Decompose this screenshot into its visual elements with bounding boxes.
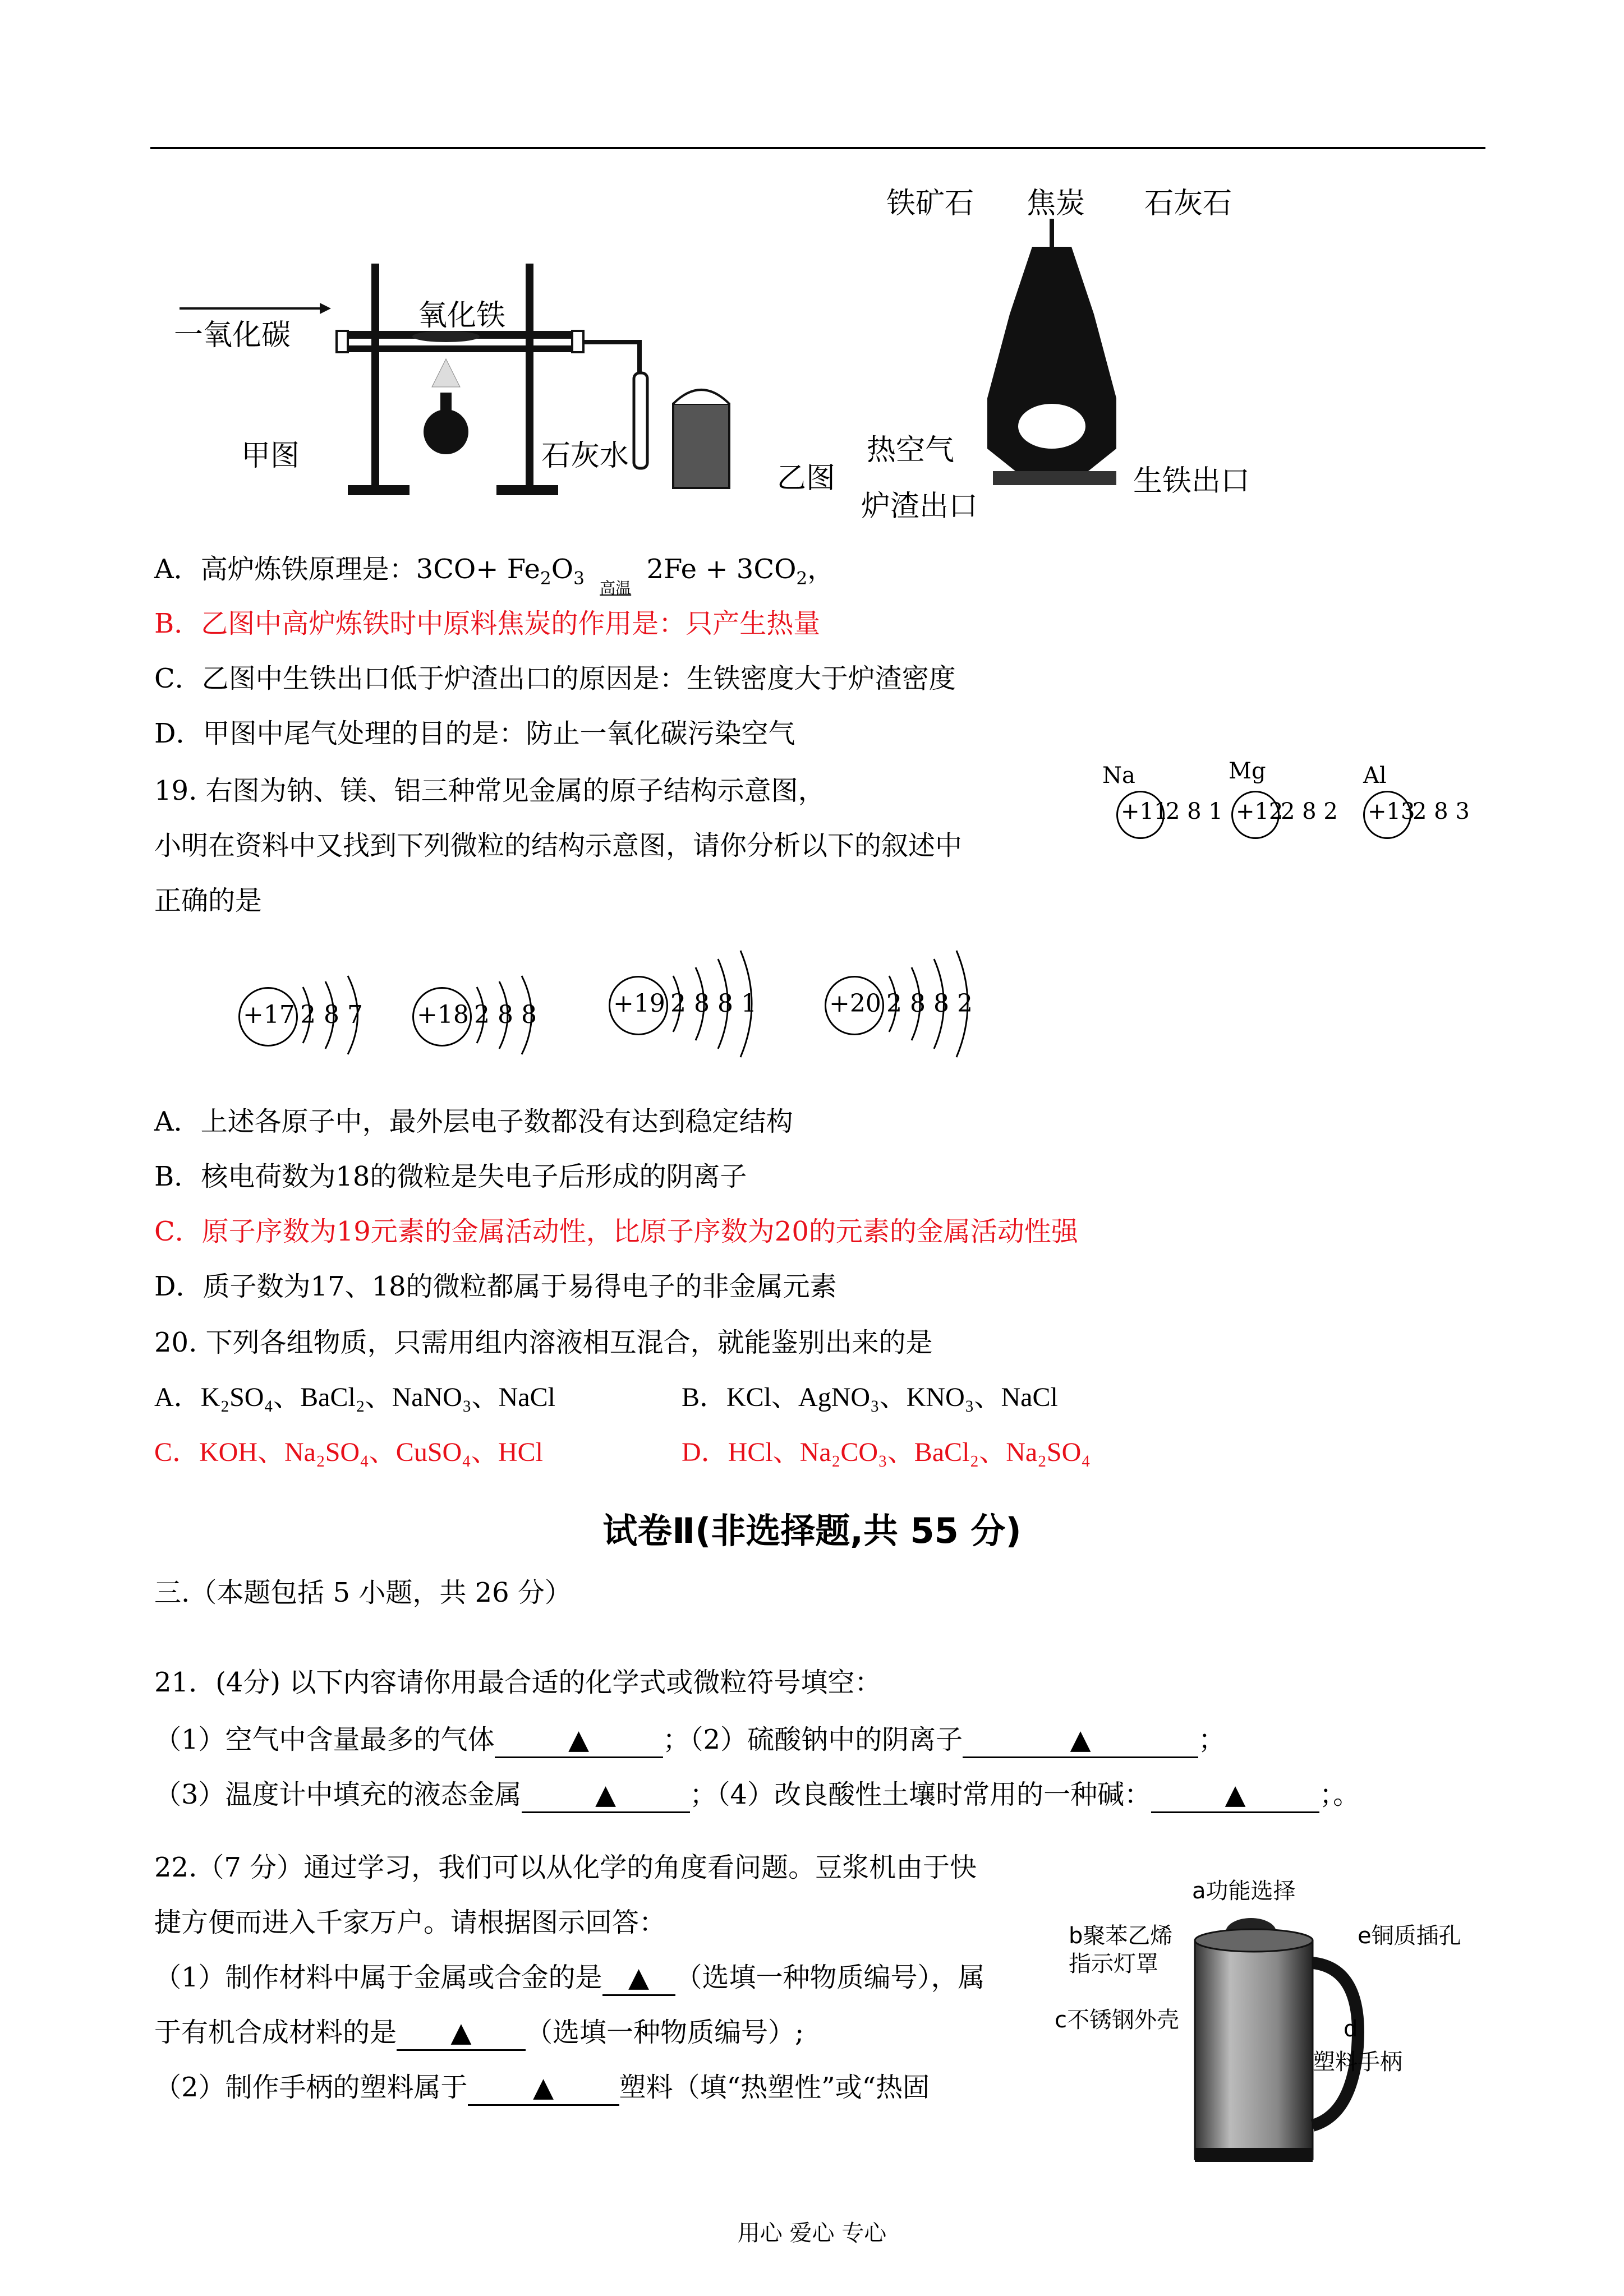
symbol-al: Al — [1363, 763, 1387, 789]
label-fe2o3: 氧化铁 — [418, 299, 506, 333]
q22-line-4: 于有机合成材料的是 ▲ （选填一种物质编号）; — [154, 2016, 804, 2051]
label-jia: 甲图 — [241, 439, 300, 473]
label-ore: 铁矿石 — [886, 187, 974, 220]
q18-option-c: C．乙图中生铁出口低于炉渣出口的原因是：生铁密度大于炉渣密度 — [154, 663, 956, 694]
answer-blank-4[interactable]: ▲ — [1151, 1778, 1319, 1813]
answer-blank-3[interactable]: ▲ — [522, 1778, 690, 1813]
q20-option-b: B．KCl、AgNO₃、KNO₃、NaCl — [682, 1382, 1058, 1412]
label-limewater: 石灰水 — [541, 439, 629, 473]
answer-blank-2[interactable]: ▲ — [963, 1723, 1198, 1758]
q20-option-d: D．HCl、Na₂CO₃、BaCl₂、Na₂SO₄ — [682, 1437, 1091, 1467]
q19-option-b: B．核电荷数为18的微粒是失电子后形成的阴离子 — [154, 1161, 747, 1192]
label-a: a功能选择 — [1192, 1878, 1296, 1904]
label-limestone: 石灰石 — [1144, 187, 1232, 220]
q22-line-1: 22.（7 分）通过学习，我们可以从化学的角度看问题。豆浆机由于快 — [154, 1852, 977, 1883]
label-slag: 炉渣出口 — [861, 490, 978, 523]
label-co: 一氧化碳 — [174, 319, 291, 352]
label-hot-air: 热空气 — [867, 434, 955, 467]
q19-stem-3: 正确的是 — [154, 885, 263, 916]
part3-heading: 三.（本题包括 5 小题，共 26 分） — [154, 1577, 572, 1608]
furnace-drawing — [954, 213, 1156, 494]
answer-blank-7[interactable]: ▲ — [468, 2071, 619, 2106]
q22-line-5: （2）制作手柄的塑料属于 ▲ 塑料（填“热塑性”或“热固 — [154, 2071, 930, 2106]
q21-stem: 21．(4分) 以下内容请你用最合适的化学式或微粒符号填空： — [154, 1667, 882, 1698]
q20-stem: 20. 下列各组物质，只需用组内溶液相互混合，就能鉴别出来的是 — [154, 1327, 933, 1358]
q21-line-2: （3）温度计中填充的液态金属 ▲ ；（4）改良酸性土壤时常用的一种碱： ▲ ；。 — [154, 1778, 1360, 1813]
label-b1: b聚苯乙烯 — [1069, 1923, 1173, 1949]
q21-line-1: （1）空气中含量最多的气体 ▲ ；（2）硫酸钠中的阴离子 ▲ ； — [154, 1723, 1225, 1758]
q20-option-a: A．K₂SO₄、BaCl₂、NaNO₃、NaCl — [154, 1382, 555, 1412]
label-yi: 乙图 — [777, 462, 836, 495]
condition-high-temp: 高温 — [600, 579, 632, 597]
label-d2: 塑料手柄 — [1313, 2049, 1402, 2075]
symbol-mg: Mg — [1229, 758, 1266, 784]
q18-option-d: D．甲图中尾气处理的目的是：防止一氧化碳污染空气 — [154, 718, 795, 749]
answer-blank-6[interactable]: ▲ — [397, 2016, 526, 2051]
soymilk-maker-drawing — [1184, 1901, 1369, 2176]
apparatus-drawing — [168, 247, 763, 516]
label-iron: 生铁出口 — [1133, 464, 1250, 498]
q22-line-2: 捷方便而进入千家万户。请根据图示回答： — [154, 1907, 666, 1938]
section-title: 试卷Ⅱ(非选择题,共 55 分) — [602, 1510, 1022, 1551]
q19-option-d: D．质子数为17、18的微粒都属于易得电子的非金属元素 — [154, 1271, 837, 1302]
q19-option-a: A．上述各原子中，最外层电子数都没有达到稳定结构 — [154, 1106, 793, 1137]
answer-blank-5[interactable]: ▲ — [602, 1961, 675, 1996]
q19-stem-2: 小明在资料中又找到下列微粒的结构示意图，请你分析以下的叙述中 — [154, 830, 963, 861]
top-rule — [150, 147, 1485, 149]
q19-stem-1: 19. 右图为钠、镁、铝三种常见金属的原子结构示意图， — [154, 775, 825, 806]
symbol-na: Na — [1102, 763, 1135, 789]
q18-option-b: B．乙图中高炉炼铁时中原料焦炭的作用是：只产生热量 — [154, 608, 821, 639]
q19-option-c: C．原子序数为19元素的金属活动性，比原子序数为20的元素的金属活动性强 — [154, 1216, 1078, 1247]
q20-option-c: C．KOH、Na₂SO₄、CuSO₄、HCl — [154, 1437, 543, 1467]
label-c: c不锈钢外壳 — [1055, 2007, 1179, 2033]
label-d1: d — [1344, 2016, 1358, 2042]
label-coke: 焦炭 — [1027, 187, 1085, 220]
answer-blank-1[interactable]: ▲ — [495, 1723, 663, 1758]
label-b2: 指示灯罩 — [1069, 1951, 1158, 1977]
q18-option-a: A．高炉炼铁原理是：$3CO+ Fe_2O_3$ 高温 $2Fe + 3CO_2$， — [154, 552, 834, 596]
page-footer: 用心 爱心 专心 — [737, 2220, 887, 2246]
label-e: e铜质插孔 — [1358, 1923, 1461, 1949]
q22-line-3: （1）制作材料中属于金属或合金的是 ▲ （选填一种物质编号），属 — [154, 1961, 985, 1996]
